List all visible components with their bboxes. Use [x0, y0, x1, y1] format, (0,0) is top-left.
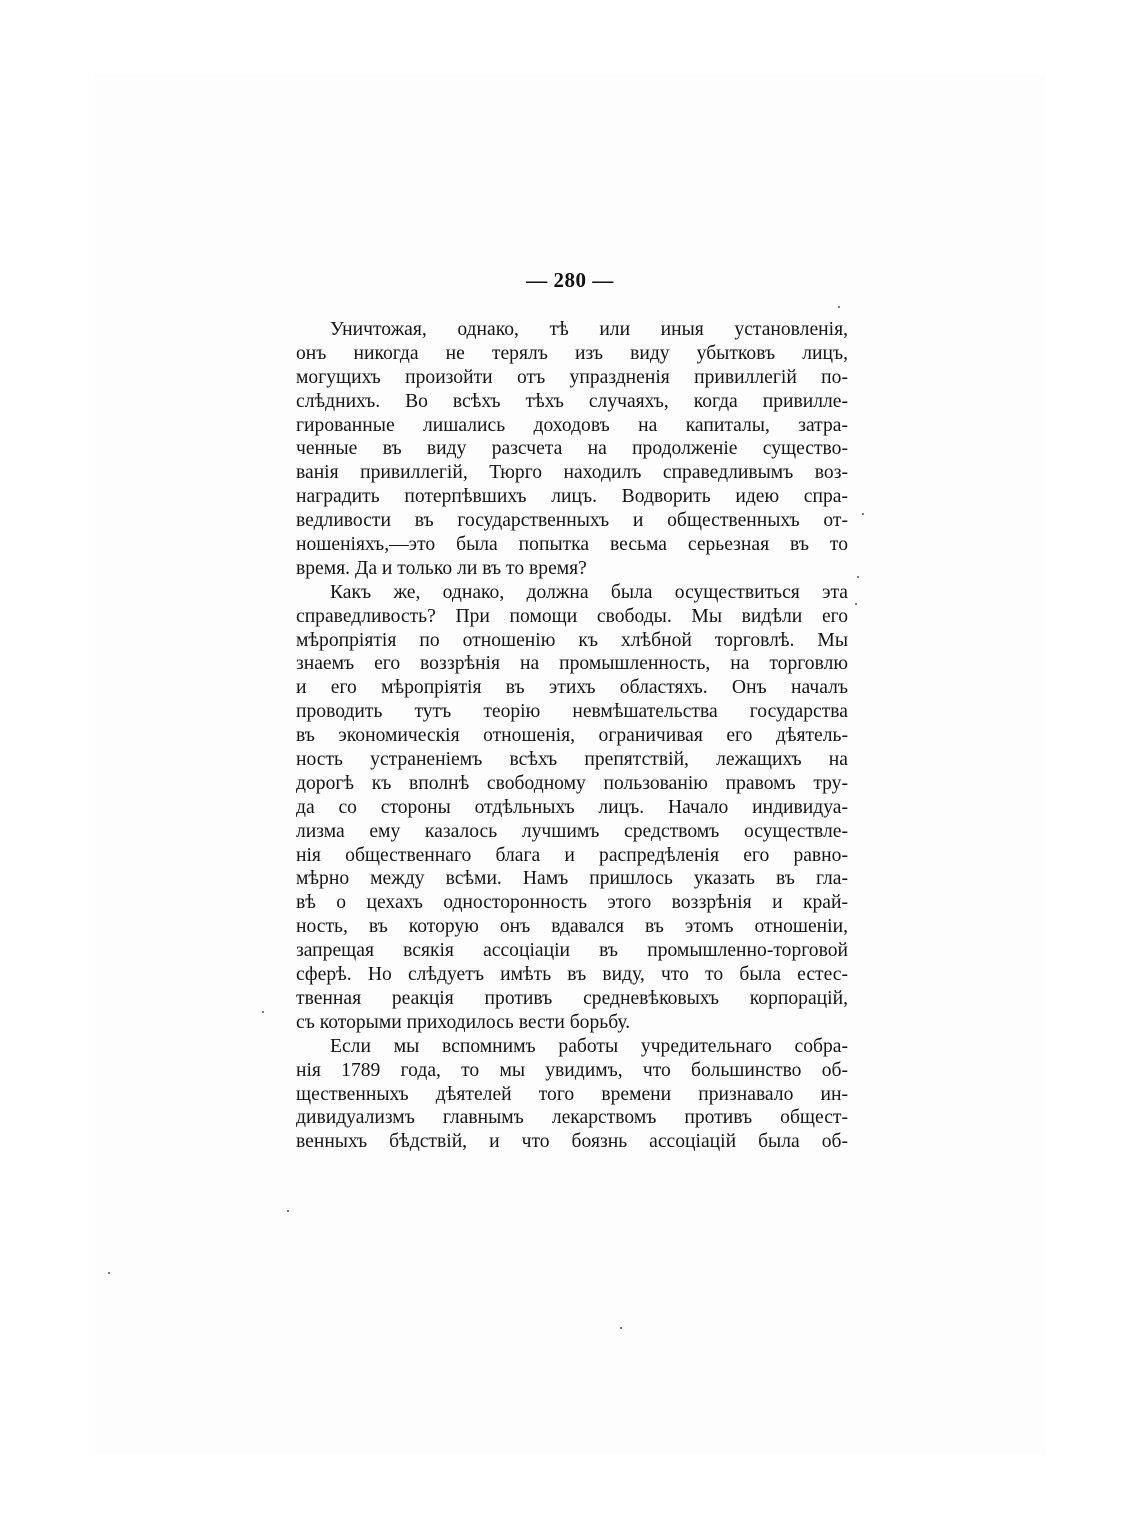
scan-speck	[108, 1272, 110, 1274]
text-line: въ экономическія отношенія, ограничивая его дѣятель-	[296, 725, 848, 747]
text-line: мѣрно между всѣми. Намъ пришлось указать въ гла-	[296, 868, 848, 890]
text-line: Какъ же, однако, должна была осуществиться эта	[330, 581, 848, 603]
text-line: лизма ему казалось лучшимъ средствомъ осуществле-	[296, 820, 848, 842]
text-line: и его мѣропріятія въ этихъ областяхъ. Онъ началъ	[296, 677, 848, 699]
text-line: ведливости въ государственныхъ и общественныхъ от-	[296, 510, 848, 532]
paragraph-2	[296, 581, 848, 1035]
text-line: могущихъ произойти отъ упраздненія привиллегій по-	[296, 366, 848, 388]
text-line: справедливость? При помощи свободы. Мы видѣли его	[296, 605, 848, 627]
text-line: да со стороны отдѣльныхъ лицъ. Начало индивидуа-	[296, 796, 848, 818]
text-line: наградить потерпѣвшихъ лицъ. Водворить идею спра-	[296, 486, 848, 508]
text-line: время. Да и только ли въ то время?	[296, 557, 587, 579]
text-line: онъ никогда не терялъ изъ виду убытковъ лицъ,	[296, 342, 848, 364]
scan-speck	[838, 306, 840, 308]
text-line: нія общественнаго блага и распредѣленія его равно-	[296, 844, 848, 866]
text-line: Если мы вспомнимъ работы учредительнаго собра-	[330, 1035, 848, 1057]
text-line: щественныхъ дѣятелей того времени признавало ин-	[296, 1083, 848, 1105]
text-line: сферѣ. Но слѣдуетъ имѣть въ виду, что то была естес-	[296, 964, 848, 986]
body-text	[296, 318, 848, 1154]
page-number: — 280 —	[526, 268, 614, 292]
scan-speck	[855, 603, 857, 605]
text-line: запрещая всякія ассоціаціи въ промышленно-торговой	[296, 940, 848, 962]
text-line: ванія привиллегій, Тюрго находилъ справедливымъ воз-	[296, 462, 848, 484]
text-line: нія 1789 года, то мы увидимъ, что большинство об-	[296, 1059, 848, 1081]
scan-speck	[287, 1210, 289, 1212]
text-line: венныхъ бѣдствій, и что боязнь ассоціацій была об-	[296, 1131, 848, 1153]
paragraph-1	[296, 318, 848, 581]
paragraph-3	[296, 1035, 848, 1154]
text-line: ность устраненіемъ всѣхъ препятствій, лежащихъ на	[296, 749, 848, 771]
text-line: съ которыми приходилось вести борьбу.	[296, 1011, 631, 1033]
text-line: проводить тутъ теорію невмѣшательства государства	[296, 701, 848, 723]
text-line: твенная реакція противъ средневѣковыхъ корпорацій,	[296, 987, 848, 1009]
text-line: ность, въ которую онъ вдавался въ этомъ отношеніи,	[296, 916, 848, 938]
text-line: ношеніяхъ,—это была попытка весьма серьезная въ то	[296, 534, 848, 556]
text-line: слѣднихъ. Во всѣхъ тѣхъ случаяхъ, когда привилле-	[296, 390, 848, 412]
text-line: дивидуализмъ главнымъ лекарствомъ противъ общест-	[296, 1107, 848, 1129]
scan-speck	[862, 513, 864, 515]
text-line: ченные въ виду разсчета на продолженіе существо-	[296, 438, 848, 460]
text-line: гированные лишались доходовъ на капиталы, затра-	[296, 414, 848, 436]
scan-speck	[857, 576, 859, 578]
text-line: вѣ о цехахъ односторонность этого воззрѣнія и край-	[296, 892, 848, 914]
text-line: мѣропріятія по отношенію къ хлѣбной торговлѣ. Мы	[296, 629, 848, 651]
text-line: дорогѣ къ вполнѣ свободному пользованію правомъ тру-	[296, 772, 848, 794]
scan-speck	[262, 1011, 264, 1013]
text-line: Уничтожая, однако, тѣ или иныя установленія,	[330, 319, 848, 340]
text-line: знаемъ его воззрѣнія на промышленность, на торговлю	[296, 653, 848, 675]
scan-speck	[620, 1327, 622, 1329]
